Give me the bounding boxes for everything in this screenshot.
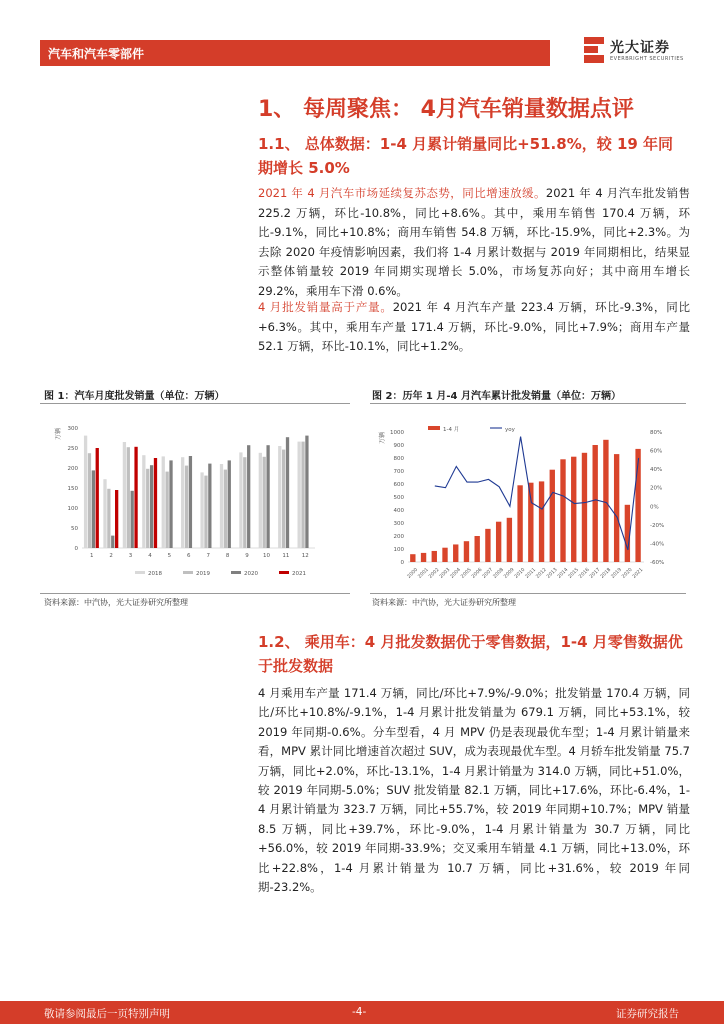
y-tick-label: 100 <box>393 547 404 553</box>
legend-swatch-2019 <box>183 571 193 574</box>
bar-2019-9 <box>243 457 246 548</box>
bar-2019-3 <box>127 447 130 548</box>
bar-2020-2 <box>111 536 114 548</box>
figure-2-chart <box>370 410 686 590</box>
legend-label-line: yoy <box>505 427 515 433</box>
paragraph-1-lead: 2021 年 4 月汽车市场延续复苏态势，同比增速放缓。 <box>258 186 546 200</box>
bar-2019-4 <box>146 469 149 548</box>
bar-2018-11 <box>278 446 281 548</box>
bar-2018-3 <box>123 442 126 548</box>
bar-2018-4 <box>142 455 145 548</box>
bar-2020-8 <box>228 460 231 548</box>
bar-2013 <box>550 470 555 562</box>
x-tick-label: 2007 <box>482 567 495 580</box>
bar-2006 <box>475 536 480 562</box>
bar-2021-1 <box>96 448 99 548</box>
y-tick-label: 300 <box>393 521 404 527</box>
bar-2019-6 <box>185 466 188 548</box>
bar-2018-12 <box>298 442 301 548</box>
bar-2018-5 <box>162 456 165 548</box>
legend-swatch-bars <box>428 426 440 430</box>
bar-2003 <box>442 548 447 562</box>
bar-2019-10 <box>263 457 266 548</box>
bar-2019-12 <box>301 442 304 548</box>
x-tick-label: 2018 <box>600 567 613 580</box>
bar-2019 <box>614 454 619 562</box>
x-tick-label: 2021 <box>632 567 645 580</box>
bar-2020-12 <box>305 436 308 548</box>
legend-swatch-2018 <box>135 571 145 574</box>
bar-2009 <box>507 518 512 562</box>
heading-1: 1、 每周聚焦： 4月汽车销量数据点评 <box>258 97 634 122</box>
y-axis-label: 万辆 <box>379 431 386 444</box>
bar-2020-3 <box>131 491 134 548</box>
bar-2021-2 <box>115 490 118 548</box>
paragraph-1-body: 2021 年 4 月汽车批发销售 225.2 万辆，环比-10.8%，同比+8.6%。其中，乘用车销售 170.4 万辆，环比-9.1%，同比+10.8%；商用车销售 54.8 万辆，环比-15.9%，同比+2.3%。为去除 2020 年疫情影响因素，我们将 1-4 月累计数据与 2019 年同期相比，结果显示整体销量较 2019 年同期实现增长 5.0%，市场复苏向好；其中商用车增长 29.2%，乘用车下滑 0.6%。 <box>258 186 690 298</box>
bar-2019-8 <box>224 470 227 548</box>
bar-2018-6 <box>181 457 184 548</box>
x-tick-label: 2008 <box>492 567 505 580</box>
bar-2007 <box>485 529 490 562</box>
bar-2015 <box>571 457 576 562</box>
y-tick-label: 100 <box>67 506 78 512</box>
bar-2002 <box>432 551 437 562</box>
bar-2020 <box>625 505 630 562</box>
legend-label-bars: 1-4 月 <box>443 427 460 433</box>
section-1-1-paragraph-2 <box>258 298 690 357</box>
x-tick-label: 2000 <box>406 567 420 580</box>
bar-2020-11 <box>286 437 289 548</box>
x-tick-label: 2016 <box>578 567 591 580</box>
bar-2000 <box>410 554 415 562</box>
y-tick-label: 250 <box>67 446 78 452</box>
x-tick-label: 7 <box>206 553 210 559</box>
x-tick-label: 2017 <box>589 567 602 580</box>
section-1-1-title: 1.1、 总体数据：1-4 月累计销量同比+51.8%，较 19 年同期增长 5.0% <box>258 135 674 177</box>
bar-2018-1 <box>84 436 87 548</box>
bar-2020-7 <box>208 464 211 548</box>
brand-mark-icon <box>584 37 604 63</box>
figure-1-bottom-rule <box>40 593 350 594</box>
legend-label-2021: 2021 <box>292 571 306 577</box>
paragraph-2-lead: 4 月批发销量高于产量。 <box>258 300 393 314</box>
bar-2018-7 <box>200 472 203 548</box>
header-band <box>40 40 550 66</box>
y-tick-label: 200 <box>393 534 404 540</box>
bar-2019-11 <box>282 450 285 548</box>
y2-tick-label: 80% <box>650 430 663 436</box>
x-tick-label: 11 <box>282 553 290 559</box>
x-tick-label: 2015 <box>567 567 581 580</box>
bar-2001 <box>421 553 426 562</box>
legend-label-2020: 2020 <box>244 571 258 577</box>
bar-2020-6 <box>189 456 192 548</box>
y-tick-label: 900 <box>393 443 404 449</box>
bar-2008 <box>496 522 501 562</box>
brand-name: 光大证券 <box>610 40 670 56</box>
y-tick-label: 0 <box>400 560 404 566</box>
legend-label-2019: 2019 <box>196 571 210 577</box>
bar-2018-10 <box>259 453 262 548</box>
y-tick-label: 1000 <box>390 430 404 436</box>
x-tick-label: 2002 <box>428 567 441 580</box>
y-tick-label: 700 <box>393 469 404 475</box>
x-tick-label: 12 <box>301 553 309 559</box>
x-tick-label: 4 <box>148 553 152 559</box>
bar-2012 <box>539 481 544 562</box>
footer-report-type: 证券研究报告 <box>616 1008 679 1020</box>
figure-1-top-rule <box>40 403 350 404</box>
bar-2020-9 <box>247 445 250 548</box>
x-tick-label: 2004 <box>449 567 463 580</box>
x-tick-label: 2011 <box>524 567 538 580</box>
x-tick-label: 2005 <box>460 567 473 580</box>
x-tick-label: 2010 <box>514 567 527 580</box>
y-tick-label: 500 <box>393 495 404 501</box>
figure-2-top-rule <box>370 403 686 404</box>
x-tick-label: 8 <box>225 553 230 559</box>
bar-2011 <box>528 483 533 562</box>
x-tick-label: 2001 <box>417 567 430 580</box>
bar-2018-9 <box>239 452 242 548</box>
bar-2018 <box>603 440 608 562</box>
bar-2016 <box>582 453 587 562</box>
x-tick-label: 2009 <box>503 567 516 580</box>
bar-2018-2 <box>103 479 106 548</box>
bar-2021-3 <box>134 447 137 548</box>
header-section-label: 汽车和汽车零部件 <box>48 47 145 61</box>
bar-2004 <box>453 544 458 562</box>
footer-page-number: -4- <box>352 1006 367 1018</box>
x-tick-label: 2012 <box>535 567 548 580</box>
y-tick-label: 50 <box>71 526 78 532</box>
bar-2019-1 <box>88 453 91 548</box>
x-tick-label: 5 <box>167 553 172 559</box>
y2-tick-label: 60% <box>650 448 663 455</box>
x-tick-label: 2 <box>109 553 113 559</box>
figure-2-source: 资料来源：中汽协，光大证券研究所整理 <box>372 598 516 607</box>
x-tick-label: 6 <box>187 553 191 559</box>
footer-band <box>0 1001 724 1024</box>
y2-tick-label: -20% <box>650 522 665 529</box>
bar-2017 <box>593 445 598 562</box>
legend-label-2018: 2018 <box>148 571 162 577</box>
brand-subtitle: EVERBRIGHT SECURITIES <box>610 56 684 62</box>
y2-tick-label: 20% <box>650 485 663 492</box>
bar-2020-5 <box>169 460 172 548</box>
figure-1-chart <box>40 410 350 590</box>
figure-1-title: 图 1：汽车月度批发销量（单位：万辆） <box>44 391 225 402</box>
x-tick-label: 10 <box>262 553 270 559</box>
bar-2021-4 <box>154 458 157 548</box>
y2-tick-label: 0% <box>650 504 659 511</box>
section-1-1-paragraph-1 <box>258 184 690 301</box>
y-tick-label: 150 <box>67 486 78 492</box>
y2-tick-label: 40% <box>650 467 663 474</box>
bar-2010 <box>517 485 522 562</box>
legend-swatch-2020 <box>231 571 241 574</box>
x-tick-label: 2013 <box>546 567 559 580</box>
bar-2020-4 <box>150 465 153 548</box>
bar-2020-10 <box>266 445 269 548</box>
figure-2-bottom-rule <box>370 593 686 594</box>
section-1-2-paragraph: 4 月乘用车产量 171.4 万辆，同比/环比+7.9%/-9.0%；批发销量 170.4 万辆，同比/环比+10.8%/-9.1%，1-4 月累计批发销量为 679.1 万辆，同比+53.1%，较 2019 年同期-0.6%。分车型看，4 月 MPV 仍是表现最优车型；1-4 月累计销量来看，MPV 累计同比增速首次超过 SUV，成为表现最优车型。4 月轿车批发销量 75.7 万辆，同比+2.0%，环比-13.1%，1-4 月累计销量为 314.0 万辆，同比+51.0%，较 2019 年同期-5.0%；SUV 批发销量 82.1 万辆，同比+17.6%，环比-6.4%，1-4 月累计销量为 323.7 万辆，同比+55.7%，较 2019 年同期+10.7%；MPV 销量 8.5 万辆，同比+39.7%，环比-9.0%，1-4 月累计销量为 30.7 万辆，同比+56.0%，较 2019 年同期-33.9%；交叉乘用车销量 4.1 万辆，同比+13.0%，环比+22.8%，1-4 月累计销量为 10.7 万辆，同比+31.6%，较 2019 年同期-23.2%。 <box>258 686 690 895</box>
x-tick-label: 1 <box>89 553 94 559</box>
section-1-2-title: 1.2、 乘用车：4 月批发数据优于零售数据，1-4 月零售数据优于批发数据 <box>258 633 683 675</box>
legend-swatch-2021 <box>279 571 289 574</box>
y-tick-label: 300 <box>67 426 78 432</box>
x-tick-label: 2006 <box>471 567 484 580</box>
figure-1-source: 资料来源：中汽协，光大证券研究所整理 <box>44 598 188 607</box>
y-tick-label: 0 <box>74 546 78 552</box>
brand-logo <box>584 34 694 66</box>
x-tick-label: 3 <box>128 553 133 559</box>
x-tick-label: 2003 <box>439 567 452 580</box>
x-tick-label: 9 <box>245 553 249 559</box>
bar-2020-1 <box>92 470 95 548</box>
x-tick-label: 2014 <box>557 567 570 580</box>
bar-2014 <box>560 459 565 562</box>
bar-2019-2 <box>107 489 110 548</box>
y2-tick-label: -40% <box>650 541 665 548</box>
y-tick-label: 200 <box>67 466 78 472</box>
y2-tick-label: -60% <box>650 560 665 566</box>
y-tick-label: 400 <box>393 508 404 514</box>
bar-2019-7 <box>204 476 207 548</box>
footer-disclaimer: 敬请参阅最后一页特别声明 <box>44 1008 170 1020</box>
y-tick-label: 600 <box>393 482 404 488</box>
bar-2005 <box>464 541 469 562</box>
paragraph-2-body: 2021 年 4 月汽车产量 223.4 万辆，环比-9.3%，同比+6.3%。其中，乘用车产量 171.4 万辆，环比-9.0%，同比+7.9%；商用车产量 52.1 万辆，环比-10.1%，同比+1.2%。 <box>258 300 690 353</box>
y-tick-label: 800 <box>393 456 404 462</box>
figure-2-title: 图 2：历年 1 月-4 月汽车累计批发销量（单位：万辆） <box>372 391 621 402</box>
x-tick-label: 2020 <box>621 567 634 580</box>
x-tick-label: 2019 <box>610 567 623 580</box>
bar-2019-5 <box>165 472 168 548</box>
y-axis-label: 万辆 <box>55 427 62 440</box>
bar-2018-8 <box>220 464 223 548</box>
